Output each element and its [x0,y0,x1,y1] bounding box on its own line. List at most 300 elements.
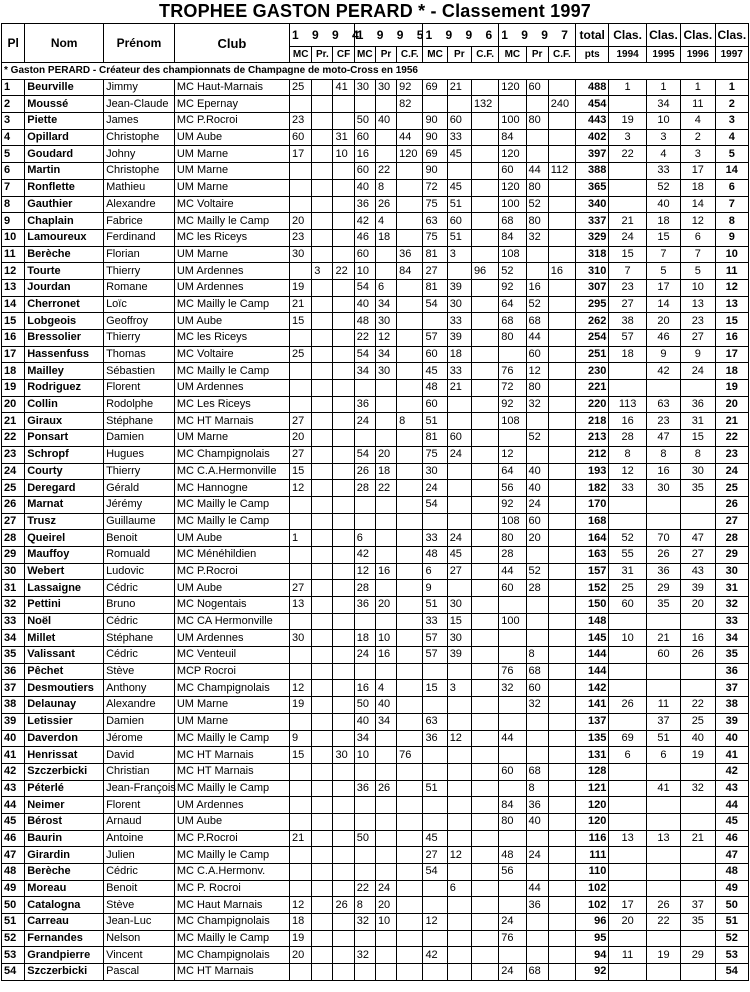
cell-cf-1995 [397,430,423,447]
header-clas-4: Clas. [715,24,749,47]
cell-cf-1996 [471,813,498,830]
cell-clas-1994 [609,380,646,397]
cell-cf-1995 [397,546,423,563]
cell-pr-1997 [526,630,548,647]
cell-pr-1994 [312,813,333,830]
cell-clas-1994: 25 [609,580,646,597]
cell-pr-1996: 33 [447,313,471,330]
cell-prenom: James [104,113,175,130]
cell-mc-1994 [290,663,312,680]
cell-clas-1995 [646,930,680,947]
cell-pr-1996 [447,463,471,480]
cell-cf-1997 [548,79,575,96]
cell-cf-1997 [548,613,575,630]
cell-cf-1995 [397,196,423,213]
cell-clas-1994 [609,847,646,864]
cell-prenom: Nelson [104,930,175,947]
cell-mc-1997: 48 [499,847,526,864]
cell-cf-1995 [397,496,423,513]
cell-nom: Marnat [25,496,104,513]
cell-cf-1995 [397,313,423,330]
cell-clas-1996 [681,864,715,881]
cell-mc-1997: 100 [499,113,526,130]
cell-pr-1996 [447,830,471,847]
cell-cf-1996 [471,730,498,747]
cell-clas-1995: 42 [646,363,680,380]
cell-clas-1996: 10 [681,279,715,296]
cell-pl: 43 [2,780,25,797]
cell-pr-1994 [312,580,333,597]
cell-clas-1995: 20 [646,313,680,330]
cell-cf-1994 [333,380,354,397]
table-row [2,413,749,430]
cell-mc-1994: 25 [290,346,312,363]
cell-clas-1997: 47 [715,847,749,864]
cell-cf-1994 [333,813,354,830]
cell-club: MC Les Riceys [174,396,289,413]
cell-nom: Lamoureux [25,229,104,246]
cell-cf-1997 [548,430,575,447]
cell-mc-1995 [354,96,375,113]
cell-prenom: Jimmy [104,79,175,96]
cell-mc-1995: 48 [354,313,375,330]
cell-mc-1994: 1 [290,530,312,547]
cell-prenom: Damien [104,713,175,730]
cell-mc-1994 [290,179,312,196]
cell-pr-1994 [312,496,333,513]
cell-clas-1994: 13 [609,830,646,847]
cell-clas-1996: 27 [681,330,715,347]
cell-pr-1996 [447,396,471,413]
cell-pr-1997: 68 [526,313,548,330]
cell-pr-1997: 8 [526,780,548,797]
cell-mc-1996: 33 [423,613,447,630]
cell-clas-1994: 55 [609,546,646,563]
cell-pr-1994 [312,396,333,413]
cell-mc-1995: 60 [354,129,375,146]
cell-pl: 10 [2,229,25,246]
cell-cf-1995 [397,580,423,597]
cell-cf-1997 [548,213,575,230]
cell-cf-1996 [471,513,498,530]
cell-pr-1994 [312,730,333,747]
cell-total: 142 [576,680,609,697]
cell-pl: 34 [2,630,25,647]
cell-clas-1995 [646,496,680,513]
cell-total: 307 [576,279,609,296]
cell-cf-1997 [548,546,575,563]
cell-pr-1995 [375,864,396,881]
cell-club: MC Champignolais [174,947,289,964]
cell-total: 110 [576,864,609,881]
table-row [2,580,749,597]
cell-mc-1997: 60 [499,580,526,597]
cell-cf-1994 [333,96,354,113]
cell-total: 145 [576,630,609,647]
cell-mc-1997 [499,747,526,764]
cell-cf-1997 [548,346,575,363]
table-row [2,346,749,363]
cell-clas-1995: 19 [646,947,680,964]
cell-mc-1995 [354,797,375,814]
cell-nom: Millet [25,630,104,647]
cell-mc-1997: 64 [499,296,526,313]
cell-pr-1994 [312,680,333,697]
cell-prenom: Pascal [104,964,175,981]
cell-prenom: Florian [104,246,175,263]
cell-pl: 9 [2,213,25,230]
header-nom: Nom [25,24,104,63]
cell-mc-1995: 60 [354,163,375,180]
cell-nom: Piette [25,113,104,130]
cell-clas-1995: 4 [646,146,680,163]
cell-mc-1996: 6 [423,563,447,580]
cell-cf-1996 [471,396,498,413]
cell-club: MC les Riceys [174,330,289,347]
cell-mc-1997: 52 [499,263,526,280]
cell-cf-1995 [397,930,423,947]
cell-clas-1997: 46 [715,830,749,847]
cell-mc-1997: 84 [499,129,526,146]
cell-mc-1996: 24 [423,480,447,497]
cell-total: 148 [576,613,609,630]
cell-mc-1994: 19 [290,279,312,296]
cell-pr-1996: 39 [447,330,471,347]
cell-cf-1995: 44 [397,129,423,146]
cell-clas-1995 [646,663,680,680]
cell-clas-1997: 21 [715,413,749,430]
cell-mc-1996: 75 [423,196,447,213]
cell-clas-1994: 18 [609,346,646,363]
cell-club: UM Marne [174,246,289,263]
table-row [2,780,749,797]
cell-prenom: Benoit [104,880,175,897]
cell-prenom: Alexandre [104,196,175,213]
table-row [2,797,749,814]
table-row [2,163,749,180]
cell-pl: 40 [2,730,25,747]
cell-nom: Martin [25,163,104,180]
cell-club: UM Marne [174,430,289,447]
cell-clas-1997: 7 [715,196,749,213]
cell-clas-1996: 23 [681,313,715,330]
cell-pr-1994 [312,463,333,480]
cell-pr-1994 [312,647,333,664]
cell-clas-1997: 8 [715,213,749,230]
cell-mc-1995: 46 [354,229,375,246]
cell-mc-1994 [290,880,312,897]
table-row [2,279,749,296]
cell-pr-1994 [312,763,333,780]
cell-mc-1997 [499,713,526,730]
cell-nom: Fernandes [25,930,104,947]
cell-clas-1997: 18 [715,363,749,380]
cell-mc-1997: 92 [499,496,526,513]
cell-cf-1994: 41 [333,79,354,96]
cell-mc-1995: 32 [354,947,375,964]
cell-clas-1997: 24 [715,463,749,480]
cell-nom: Lobgeois [25,313,104,330]
cell-mc-1994: 21 [290,830,312,847]
cell-pr-1997: 68 [526,763,548,780]
cell-cf-1994 [333,179,354,196]
cell-club: MC Voltaire [174,196,289,213]
cell-pl: 32 [2,597,25,614]
cell-prenom: Rodolphe [104,396,175,413]
cell-prenom: Guillaume [104,513,175,530]
cell-clas-1994: 27 [609,296,646,313]
cell-pr-1996 [447,964,471,981]
cell-cf-1995 [397,897,423,914]
cell-clas-1997: 16 [715,330,749,347]
cell-clas-1994: 15 [609,246,646,263]
cell-cf-1995 [397,947,423,964]
cell-clas-1996: 24 [681,363,715,380]
cell-clas-1997: 52 [715,930,749,947]
cell-pr-1994 [312,229,333,246]
cell-cf-1996 [471,113,498,130]
cell-prenom: Romane [104,279,175,296]
cell-mc-1994: 18 [290,914,312,931]
cell-pr-1994 [312,847,333,864]
cell-clas-1995: 60 [646,647,680,664]
cell-mc-1995: 22 [354,880,375,897]
cell-mc-1994: 19 [290,697,312,714]
cell-club: MC C.A.Hermonv. [174,864,289,881]
cell-mc-1996 [423,763,447,780]
cell-total: 488 [576,79,609,96]
cell-mc-1997: 92 [499,396,526,413]
cell-pl: 49 [2,880,25,897]
cell-cf-1995: 36 [397,246,423,263]
cell-mc-1995 [354,513,375,530]
cell-clas-1994: 26 [609,697,646,714]
cell-clas-1997: 20 [715,396,749,413]
cell-cf-1996 [471,179,498,196]
cell-mc-1994 [290,263,312,280]
cell-cf-1996 [471,613,498,630]
cell-cf-1997 [548,129,575,146]
cell-pr-1996 [447,697,471,714]
cell-club: MC Mailly le Camp [174,780,289,797]
table-row [2,880,749,897]
cell-clas-1994: 20 [609,914,646,931]
cell-cf-1995 [397,847,423,864]
cell-club: MC HT Marnais [174,964,289,981]
header-row [2,24,749,47]
cell-cf-1996 [471,330,498,347]
cell-mc-1995: 50 [354,697,375,714]
cell-clas-1995: 3 [646,129,680,146]
cell-mc-1997: 76 [499,363,526,380]
cell-mc-1997: 60 [499,763,526,780]
cell-cf-1996 [471,647,498,664]
cell-pr-1997: 52 [526,430,548,447]
cell-mc-1995: 36 [354,396,375,413]
cell-nom: Queirel [25,530,104,547]
cell-clas-1997: 26 [715,496,749,513]
cell-pr-1996: 45 [447,146,471,163]
cell-clas-1995: 21 [646,630,680,647]
cell-cf-1994 [333,780,354,797]
cell-clas-1995: 8 [646,446,680,463]
cell-cf-1997 [548,630,575,647]
cell-club: MC Hannogne [174,480,289,497]
cell-total: 230 [576,363,609,380]
cell-mc-1997: 72 [499,380,526,397]
cell-cf-1996 [471,346,498,363]
cell-pl: 3 [2,113,25,130]
cell-pr-1997: 40 [526,480,548,497]
cell-mc-1996: 27 [423,263,447,280]
cell-cf-1995: 84 [397,263,423,280]
cell-cf-1996 [471,930,498,947]
cell-pr-1994 [312,930,333,947]
cell-clas-1994 [609,163,646,180]
cell-cf-1994: 26 [333,897,354,914]
cell-pr-1996 [447,263,471,280]
cell-mc-1994: 20 [290,213,312,230]
cell-pr-1995 [375,847,396,864]
cell-mc-1994 [290,780,312,797]
cell-prenom: Arnaud [104,813,175,830]
cell-pr-1996: 39 [447,647,471,664]
cell-mc-1996 [423,813,447,830]
cell-clas-1996: 39 [681,580,715,597]
footnote: * Gaston PERARD - Créateur des championnats de Champagne de moto-Cross en 1956 [2,63,749,80]
cell-prenom: Gérald [104,480,175,497]
cell-club: UM Aube [174,313,289,330]
cell-cf-1996 [471,830,498,847]
cell-pl: 31 [2,580,25,597]
cell-cf-1997 [548,880,575,897]
cell-clas-1996 [681,880,715,897]
cell-pr-1997: 80 [526,380,548,397]
cell-pr-1996 [447,930,471,947]
cell-clas-1994 [609,196,646,213]
cell-mc-1994: 15 [290,463,312,480]
cell-pr-1995: 40 [375,697,396,714]
cell-cf-1996: 96 [471,263,498,280]
cell-pr-1994 [312,864,333,881]
cell-clas-1995: 6 [646,747,680,764]
cell-pr-1994 [312,964,333,981]
cell-clas-1995 [646,880,680,897]
cell-mc-1997: 120 [499,179,526,196]
cell-clas-1996 [681,930,715,947]
cell-mc-1995: 36 [354,196,375,213]
cell-nom: Tourte [25,263,104,280]
cell-cf-1994 [333,229,354,246]
cell-clas-1995: 35 [646,597,680,614]
sub-1995-pr: Pr [375,47,396,63]
cell-cf-1994 [333,930,354,947]
cell-nom: Desmoutiers [25,680,104,697]
cell-pl: 26 [2,496,25,513]
cell-mc-1995: 36 [354,597,375,614]
cell-pl: 29 [2,546,25,563]
cell-total: 221 [576,380,609,397]
cell-prenom: Johny [104,146,175,163]
cell-pr-1997 [526,914,548,931]
cell-club: MC Mailly le Camp [174,296,289,313]
cell-pl: 35 [2,647,25,664]
cell-pl: 46 [2,830,25,847]
cell-cf-1994 [333,296,354,313]
cell-pr-1997: 68 [526,964,548,981]
cell-clas-1995: 40 [646,196,680,213]
cell-pr-1996: 27 [447,563,471,580]
cell-cf-1995 [397,830,423,847]
cell-cf-1995 [397,730,423,747]
cell-nom: Baurin [25,830,104,847]
table-row [2,213,749,230]
cell-mc-1995: 50 [354,113,375,130]
cell-cf-1994 [333,964,354,981]
cell-cf-1994 [333,947,354,964]
cell-nom: Moreau [25,880,104,897]
cell-clas-1995: 23 [646,413,680,430]
cell-cf-1997 [548,396,575,413]
cell-nom: Schropf [25,446,104,463]
cell-cf-1997: 240 [548,96,575,113]
cell-mc-1996: 57 [423,330,447,347]
cell-total: 170 [576,496,609,513]
table-row [2,113,749,130]
cell-cf-1997 [548,680,575,697]
cell-total: 150 [576,597,609,614]
cell-mc-1997 [499,830,526,847]
cell-mc-1995: 50 [354,830,375,847]
cell-clas-1996: 35 [681,914,715,931]
cell-cf-1994 [333,113,354,130]
cell-cf-1994 [333,680,354,697]
table-row [2,613,749,630]
cell-cf-1994 [333,647,354,664]
cell-clas-1997: 30 [715,563,749,580]
cell-pr-1995 [375,730,396,747]
cell-nom: Carreau [25,914,104,931]
cell-pr-1997: 80 [526,213,548,230]
cell-clas-1994: 113 [609,396,646,413]
cell-clas-1995 [646,813,680,830]
cell-mc-1995: 34 [354,730,375,747]
cell-cf-1995 [397,713,423,730]
cell-mc-1996: 60 [423,346,447,363]
cell-club: MCP Rocroi [174,663,289,680]
header-total: total [576,24,609,47]
cell-pr-1994 [312,947,333,964]
cell-club: UM Marne [174,179,289,196]
cell-cf-1996 [471,597,498,614]
cell-mc-1994: 21 [290,296,312,313]
cell-prenom: David [104,747,175,764]
cell-cf-1996 [471,146,498,163]
cell-prenom: Damien [104,430,175,447]
cell-club: MC Mailly le Camp [174,930,289,947]
table-row [2,864,749,881]
cell-pr-1996 [447,663,471,680]
cell-cf-1997 [548,597,575,614]
cell-pr-1997: 60 [526,513,548,530]
cell-clas-1994: 22 [609,146,646,163]
cell-mc-1997 [499,630,526,647]
cell-mc-1997: 76 [499,930,526,947]
header-year-1995: 1 9 9 5 [354,24,423,47]
cell-total: 163 [576,546,609,563]
table-row [2,914,749,931]
cell-mc-1996: 81 [423,279,447,296]
